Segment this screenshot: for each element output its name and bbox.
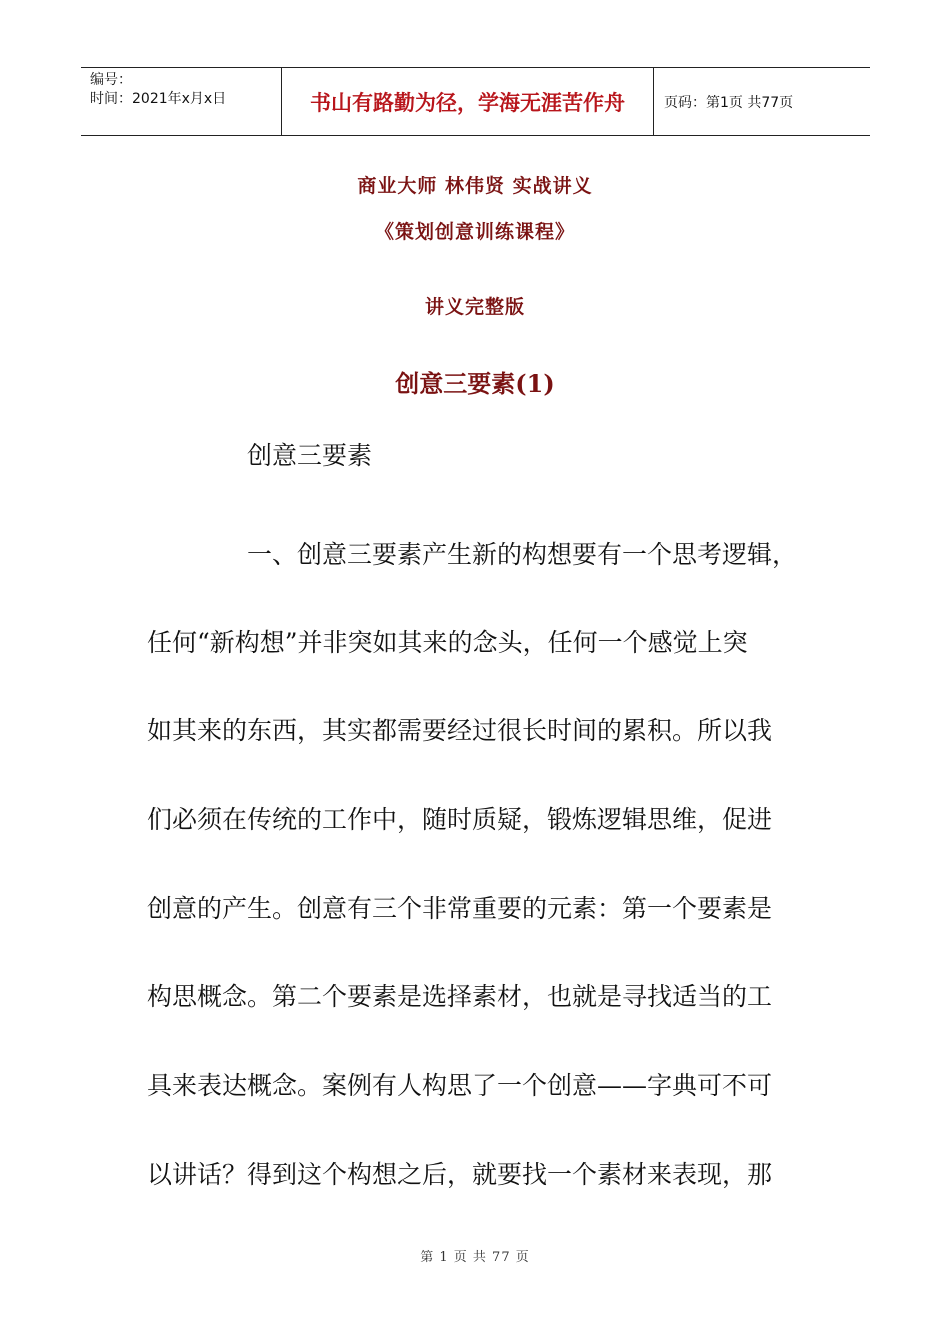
- course-title: 《策划创意训练课程》: [374, 221, 575, 243]
- document-date-label: 时间：2021年x月x日: [90, 91, 227, 107]
- body-line-4: 们必须在传统的工作中，随时质疑，锻炼逻辑思维，促进: [147, 805, 773, 834]
- header-meta: [81, 68, 282, 135]
- edition-title: 讲义完整版: [424, 296, 525, 318]
- body-line-6: 构思概念。第二个要素是选择素材，也就是寻找适当的工: [147, 982, 773, 1011]
- header-page-info: 页码：第1页 共77页: [664, 94, 794, 111]
- body-line-2: 任何“新构想”并非突如其来的念头，任何一个感觉上突: [147, 628, 748, 657]
- header-table: [81, 67, 870, 136]
- body-line-5: 创意的产生。创意有三个非常重要的元素：第一个要素是: [147, 894, 773, 923]
- body-line-8: 以讲话？得到这个构想之后，就要找一个素材来表现，那: [147, 1160, 773, 1189]
- body-line-7: 具来表达概念。案例有人构思了一个创意——字典可不可: [147, 1071, 773, 1100]
- content-subhead: 创意三要素: [247, 441, 373, 470]
- author-title: 商业大师 林伟贤 实战讲义: [357, 175, 593, 197]
- section-title: 创意三要素(1): [395, 369, 555, 398]
- body-line-3: 如其来的东西，其实都需要经过很长时间的累积。所以我: [147, 716, 773, 745]
- page-footer: 第 1 页 共 77 页: [420, 1250, 530, 1265]
- document-number-label: 编号：: [90, 72, 132, 88]
- body-line-1: 一、创意三要素产生新的构想要有一个思考逻辑，: [247, 540, 798, 569]
- header-motto: 书山有路勤为径，学海无涯苦作舟: [282, 68, 654, 135]
